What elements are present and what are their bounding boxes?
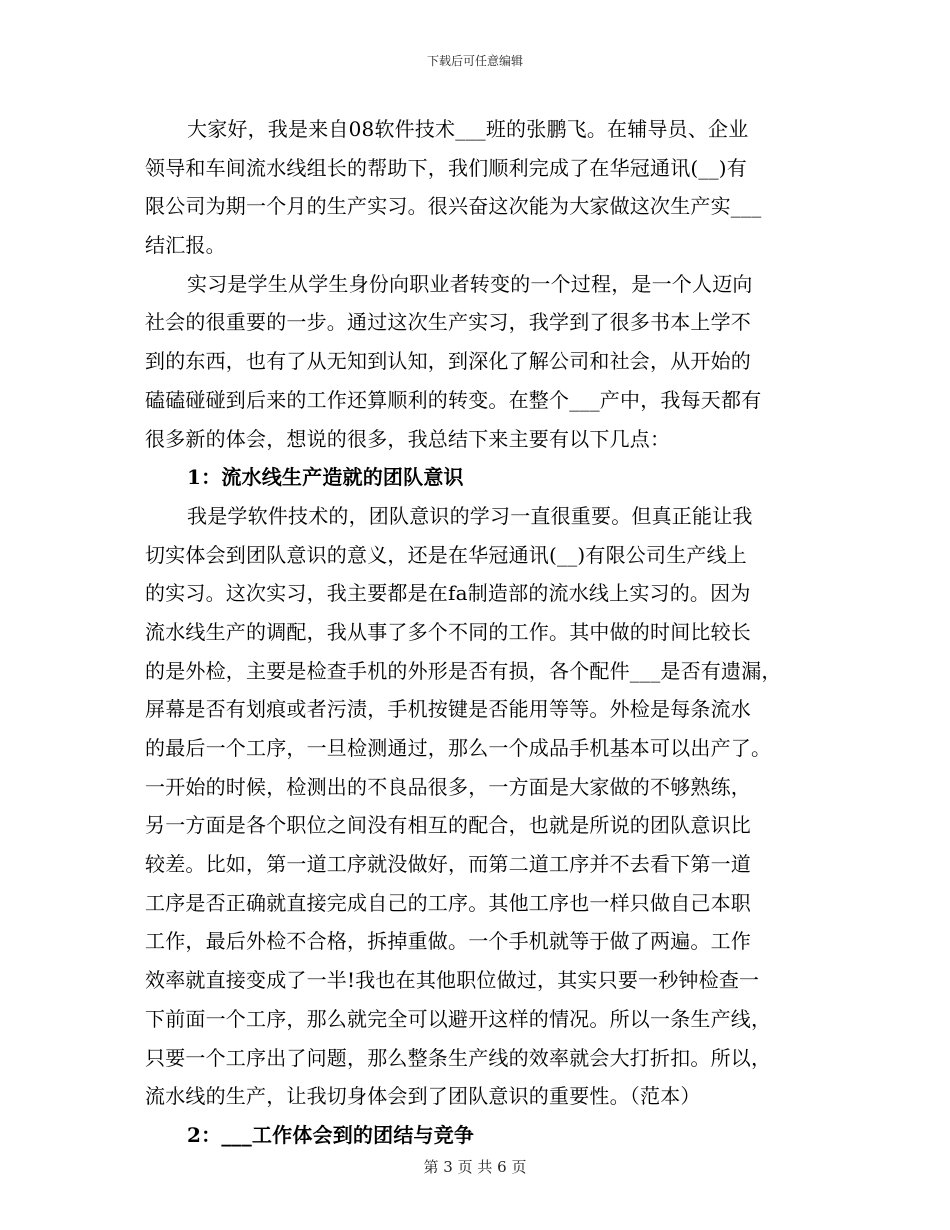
text-line: 磕磕碰碰到后来的工作还算顺利的转变。在整个___产中，我每天都有 (145, 387, 762, 412)
text-line: 另一方面是各个职位之间没有相互的配合，也就是所说的团队意识比 (145, 813, 751, 838)
section-heading: 2：___工作体会到的团结与竞争 (187, 1122, 475, 1147)
text-line: 实习是学生从学生身份向职业者转变的一个过程，是一个人迈向 (187, 271, 753, 296)
text-line: 切实体会到团队意识的意义，还是在华冠通讯(__)有限公司生产线上 (145, 542, 748, 567)
text-line: 的最后一个工序，一旦检测通过，那么一个成品手机基本可以出产了。 (145, 736, 772, 760)
text-line: 的是外检，主要是检查手机的外形是否有损，各个配件___是否有遗漏， (145, 658, 782, 683)
text-line: 工作，最后外检不合格，拆掉重做。一个手机就等于做了两遍。工作 (145, 929, 751, 954)
section-heading: 1：流水线生产造就的团队意识 (187, 465, 464, 490)
text-line: 领导和车间流水线组长的帮助下，我们顺利完成了在华冠通讯(__)有 (145, 155, 748, 180)
document-body (145, 110, 810, 1155)
text-line: 很多新的体会，想说的很多，我总结下来主要有以下几点： (145, 426, 671, 451)
text-line: 流水线的生产，让我切身体会到了团队意识的重要性。（范本） (145, 1084, 701, 1109)
text-line: 到的东西，也有了从无知到认知，到深化了解公司和社会，从开始的 (145, 349, 751, 374)
text-line: 屏幕是否有划痕或者污渍，手机按键是否能用等等。外检是每条流水 (145, 697, 751, 722)
text-line: 流水线生产的调配，我从事了多个不同的工作。其中做的时间比较长 (145, 619, 751, 644)
text-line: 社会的很重要的一步。通过这次生产实习，我学到了很多书本上学不 (145, 310, 751, 335)
text-line: 效率就直接变成了一半!我也在其他职位做过，其实只要一秒钟检查一 (145, 968, 760, 993)
text-line: 的实习。这次实习，我主要都是在fa制造部的流水线上实习的。因为 (145, 581, 751, 606)
text-line: 结汇报。 (145, 233, 226, 258)
text-line: 下前面一个工序，那么就完全可以避开这样的情况。所以一条生产线， (145, 1006, 772, 1031)
text-line: 大家好，我是来自08软件技术___班的张鹏飞。在辅导员、企业 (187, 117, 749, 141)
text-line: 工序是否正确就直接完成自己的工序。其他工序也一样只做自己本职 (145, 890, 751, 915)
text-line: 一开始的时候，检测出的不良品很多，一方面是大家做的不够熟练， (145, 774, 751, 799)
text-line: 限公司为期一个月的生产实习。很兴奋这次能为大家做这次生产实___ (145, 194, 762, 219)
text-line: 我是学软件技术的，团队意识的学习一直很重要。但真正能让我 (187, 503, 753, 528)
page-header: 下载后可任意编辑 (426, 54, 523, 68)
text-line: 较差。比如，第一道工序就没做好，而第二道工序并不去看下第一道 (145, 852, 751, 877)
page-footer-page-number: 第 3 页 共 6 页 (423, 1158, 527, 1176)
text-line: 只要一个工序出了问题，那么整条生产线的效率就会大打折扣。所以， (145, 1045, 772, 1070)
